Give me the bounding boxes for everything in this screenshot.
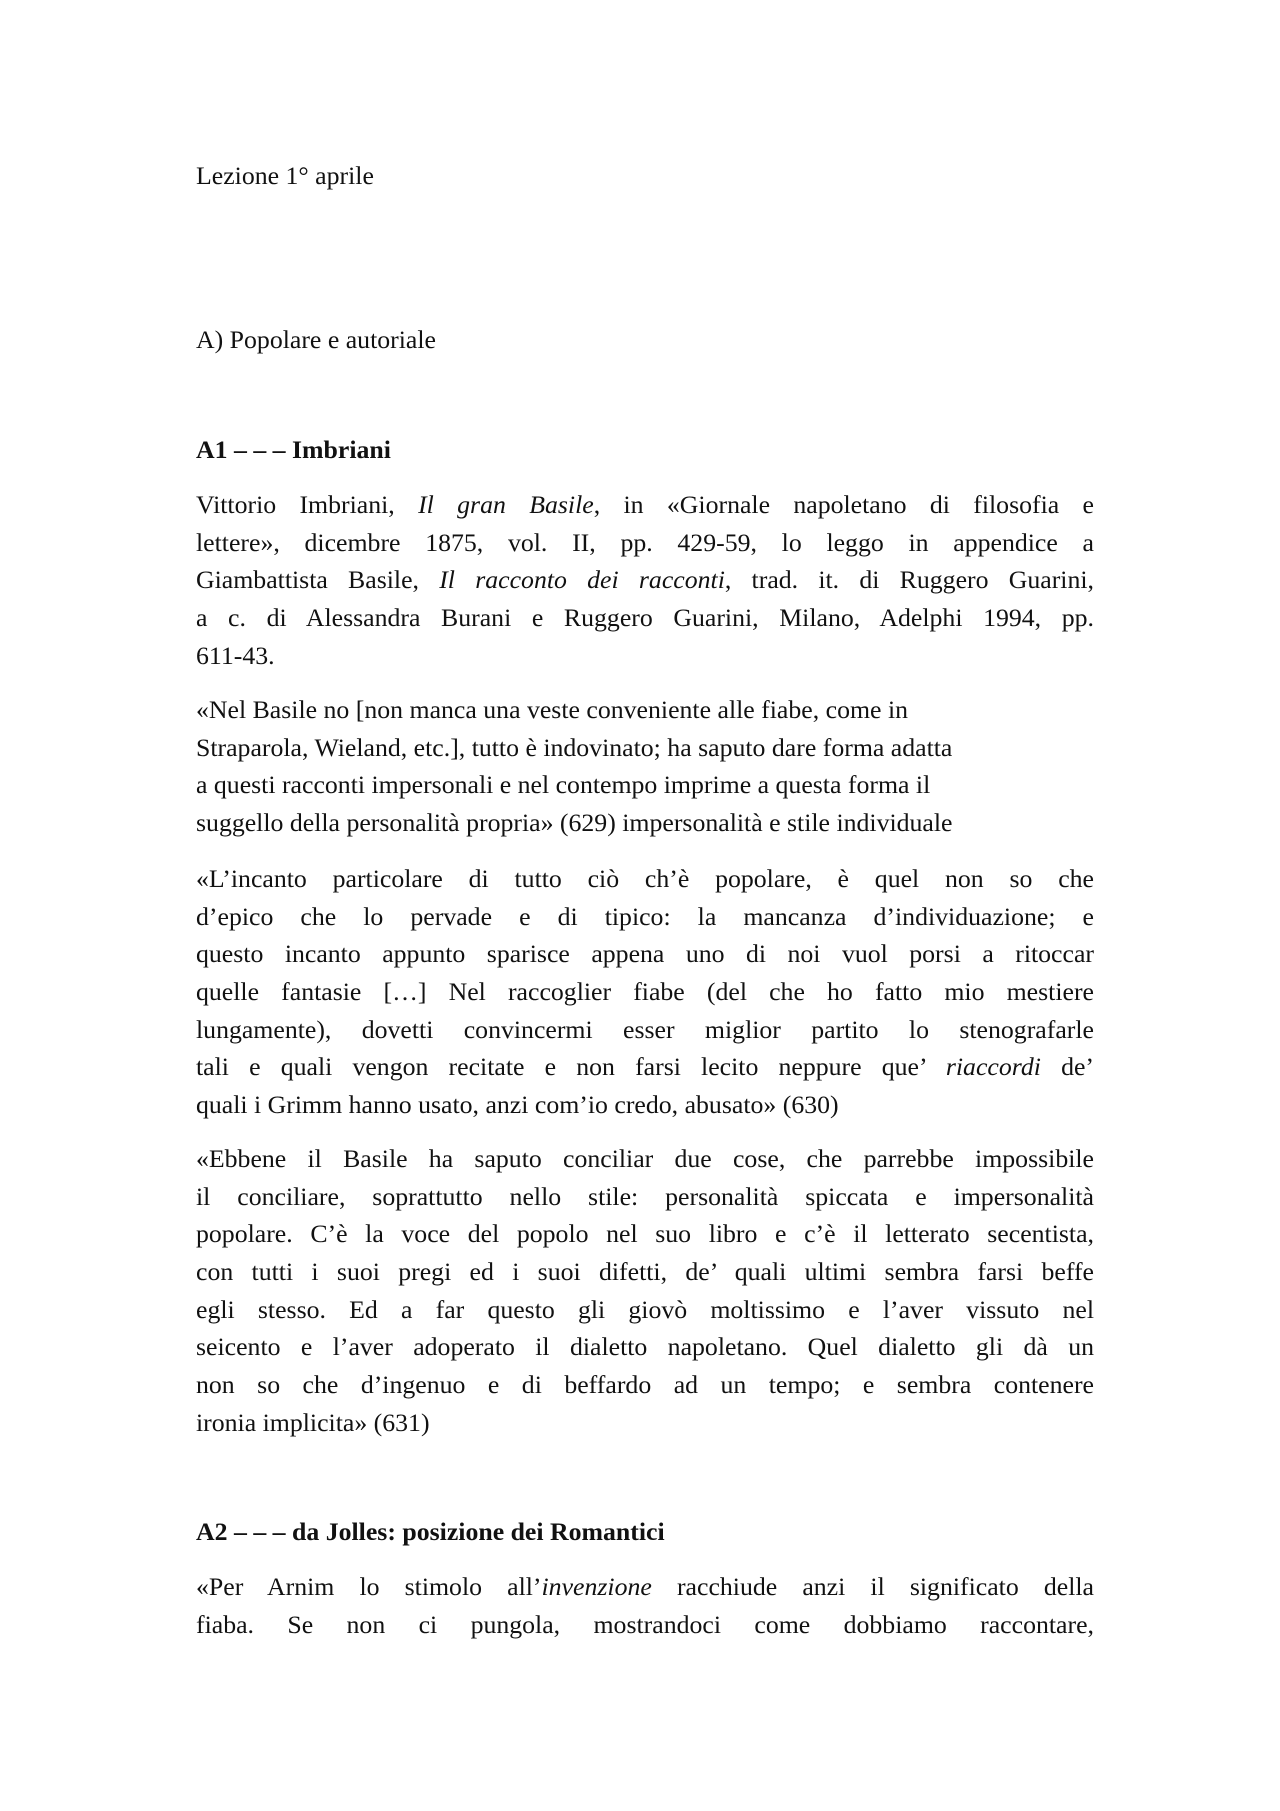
text-run: «L’incanto particolare di tutto ciò ch’è popolare, è quel non so che xyxy=(196,864,1094,893)
text-run: racchiude anzi il significato della xyxy=(651,1572,1094,1601)
text-run: Vittorio Imbriani, xyxy=(196,490,419,519)
heading-a1 xyxy=(196,431,1094,469)
text-run: a questi racconti impersonali e nel contempo imprime a questa forma il xyxy=(196,770,931,800)
text-run: Giambattista Basile, xyxy=(196,565,440,595)
text-line xyxy=(196,431,1094,469)
text-run: quali i Grimm hanno usato, anzi com’io credo, abusato» (630) xyxy=(196,1090,839,1120)
section-heading: A) Popolare e autoriale xyxy=(196,325,436,354)
text-run: Straparola, Wieland, etc.], tutto è indovinato; ha saputo dare forma adatta xyxy=(196,732,953,762)
text-line xyxy=(196,1404,1094,1442)
quote-629 xyxy=(196,691,1094,842)
text-line xyxy=(196,691,1094,729)
text-line xyxy=(196,935,1094,973)
text-line xyxy=(196,1328,1094,1366)
italic-text: riaccordi xyxy=(945,1052,1041,1082)
text-line xyxy=(196,766,1094,804)
text-run: «Ebbene il Basile ha saputo conciliar due cose, che parrebbe impossibile xyxy=(196,1144,1094,1173)
text-line xyxy=(196,973,1094,1011)
text-run: suggello della personalità propria» (629) impersonalità e stile individuale xyxy=(196,808,953,838)
text-line xyxy=(196,524,1094,562)
text-line xyxy=(196,637,1094,675)
text-run: con tutti i suoi pregi ed i suoi difetti, de’ quali ultimi sembra farsi beffe xyxy=(196,1257,1094,1287)
text-line xyxy=(196,729,1094,767)
text-line xyxy=(196,561,1094,599)
text-line xyxy=(196,1568,1094,1606)
text-run: A2 – – – da Jolles: posizione dei Romantici xyxy=(196,1517,665,1546)
heading-a2 xyxy=(196,1513,1094,1551)
text-line xyxy=(196,860,1094,898)
text-run: lungamente), dovetti convincermi esser miglior partito lo stenografarle xyxy=(196,1014,1094,1044)
text-line xyxy=(196,486,1094,524)
italic-text: Il racconto dei racconti xyxy=(439,565,725,595)
text-run: egli stesso. Ed a far questo gli giovò moltissimo e l’aver vissuto nel xyxy=(196,1294,1094,1324)
text-run: , trad. it. di Ruggero Guarini, xyxy=(724,565,1094,595)
text-run: «Nel Basile no [non manca una veste conveniente alle fiabe, come in xyxy=(196,695,909,724)
text-line xyxy=(196,1291,1094,1329)
text-run: A1 – – – Imbriani xyxy=(196,435,391,464)
text-line xyxy=(196,1366,1094,1404)
text-run: de’ xyxy=(1040,1052,1095,1082)
text-run: , in «Giornale napoletano di filosofia e xyxy=(593,490,1095,519)
text-line xyxy=(196,1086,1094,1124)
italic-text: invenzione xyxy=(541,1572,652,1601)
italic-text: Il gran Basile xyxy=(418,490,594,519)
text-line xyxy=(196,1606,1094,1644)
text-run: ironia implicita» (631) xyxy=(196,1407,430,1437)
text-line xyxy=(196,1011,1094,1049)
text-run: a c. di Alessandra Burani e Ruggero Guarini, Milano, Adelphi 1994, pp. xyxy=(196,603,1094,633)
text-run: 611-43. xyxy=(196,640,275,670)
text-line xyxy=(196,1215,1094,1253)
lesson-title: Lezione 1° aprile xyxy=(196,161,374,190)
text-line xyxy=(196,599,1094,637)
text-line xyxy=(196,1140,1094,1178)
quote-630 xyxy=(196,860,1094,1124)
quote-jolles xyxy=(196,1568,1094,1643)
text-run: popolare. C’è la voce del popolo nel suo libro e c’è il letterato secentista, xyxy=(196,1219,1094,1249)
text-line xyxy=(196,1253,1094,1291)
text-run: seicento e l’aver adoperato il dialetto napoletano. Quel dialetto gli dà un xyxy=(196,1332,1094,1362)
text-line xyxy=(196,804,1094,842)
text-line xyxy=(196,1513,1094,1551)
text-run: fiaba. Se non ci pungola, mostrandoci come dobbiamo raccontare, xyxy=(196,1609,1094,1639)
text-run: tali e quali vengon recitate e non farsi lecito neppure que’ xyxy=(196,1052,946,1082)
text-run: quelle fantasie […] Nel raccoglier fiabe (del che ho fatto mio mestiere xyxy=(196,977,1094,1007)
text-run: questo incanto appunto sparisce appena uno di noi vuol porsi a ritoccar xyxy=(196,939,1094,969)
text-line xyxy=(196,1048,1094,1086)
bibliography-paragraph xyxy=(196,486,1094,674)
text-run: non so che d’ingenuo e di beffardo ad un tempo; e sembra contenere xyxy=(196,1370,1094,1400)
text-run: lettere», dicembre 1875, vol. II, pp. 429-59, lo leggo in appendice a xyxy=(196,527,1094,557)
text-line xyxy=(196,1178,1094,1216)
text-run: «Per Arnim lo stimolo all’ xyxy=(196,1572,542,1601)
text-line xyxy=(196,898,1094,936)
quote-631 xyxy=(196,1140,1094,1442)
text-run: d’epico che lo pervade e di tipico: la mancanza d’individuazione; e xyxy=(196,901,1094,931)
text-run: il conciliare, soprattutto nello stile: personalità spiccata e impersonalità xyxy=(196,1181,1094,1211)
